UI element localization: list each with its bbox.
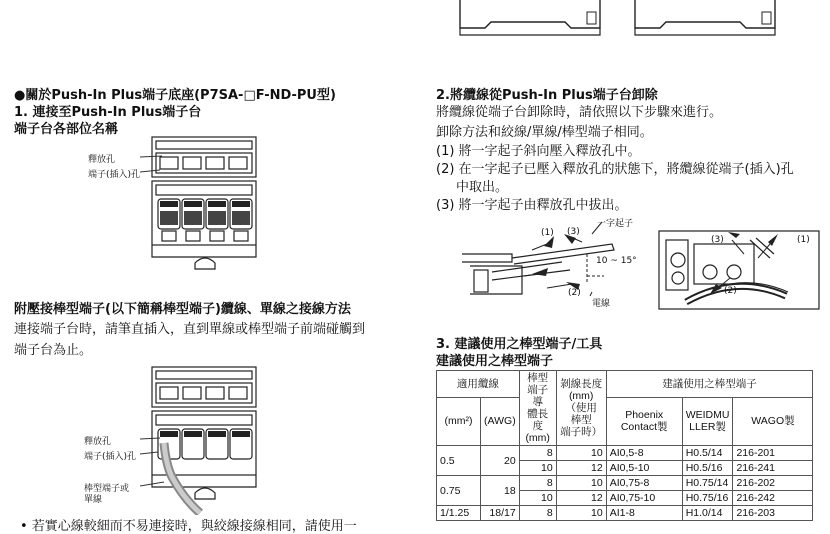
removal-paragraph-1: 將纜線從端子台卸除時，請依照以下步驟來進行。	[436, 105, 723, 120]
header-wago: WAGO製	[733, 397, 813, 445]
fig2-terminal-hole-label: 端子(插入)孔	[84, 452, 137, 462]
removal-step-2b: 中取出。	[456, 180, 509, 195]
header-mm2: (mm²)	[437, 397, 481, 445]
removal-figure-perspective	[658, 230, 820, 310]
subsection-2-title: 2.將纜線從Push-In Plus端子台卸除	[436, 88, 658, 103]
header-strip-length: 剝線長度 (mm) （使用 棒型 端子時）	[556, 371, 606, 446]
header-recommended-ferrules: 建議使用之棒型端子	[606, 371, 813, 398]
subsection-3-subtitle: 建議使用之棒型端子	[436, 354, 554, 369]
ferrule-title: 附壓接棒型端子(以下簡稱棒型端子)纜線、單線之接線方法	[14, 302, 351, 317]
removal-paragraph-2: 卸除方法和絞線/單線/棒型端子相同。	[436, 125, 653, 140]
header-weidmuller: WEIDMU LLER製	[682, 397, 733, 445]
fig3-angle-label: 10 ~ 15°	[596, 256, 637, 266]
ferrule-text-line2: 端子台為止。	[14, 343, 93, 358]
leader-lines-fig2	[140, 432, 180, 502]
fig2-release-hole-label: 釋放孔	[84, 437, 112, 447]
fig2-ferrule-label-line2: 單線	[84, 495, 103, 505]
subsection-1-title: 1. 連接至Push-In Plus端子台	[14, 105, 202, 120]
fig4-label-1: (1)	[797, 235, 810, 245]
parts-title: 端子台各部位名稱	[14, 122, 119, 137]
fig1-terminal-hole-label: 端子(插入)孔	[88, 170, 141, 180]
removal-step-2a: (2) 在一字起子已壓入釋放孔的狀態下，將纜線從端子(插入)孔	[436, 162, 794, 177]
removal-step-3: (3) 將一字起子由釋放孔中拔出。	[436, 198, 628, 213]
fig2-ferrule-label-line1: 棒型端子或	[84, 484, 130, 494]
fig4-label-3: (3)	[711, 235, 724, 245]
ferrule-text-line1: 連接端子台時，請筆直插入，直到單線或棒型端子前端碰觸到	[14, 322, 366, 337]
bullet-note: • 若實心線較細而不易連接時，與絞線接線相同，請使用一	[20, 519, 357, 534]
fig1-release-hole-label: 釋放孔	[88, 155, 116, 165]
top-relay-drawing-left	[455, 0, 605, 38]
fig4-label-2: (2)	[724, 286, 737, 296]
table-row: 10 12 AI0,5-10 H0.5/16 216-241	[437, 461, 813, 476]
table-row: 10 12 AI0,75-10 H0.75/16 216-242	[437, 491, 813, 506]
subsection-3-title: 3. 建議使用之棒型端子/工具	[436, 337, 603, 352]
table-row: 0.75 18 8 10 AI0,75-8 H0.75/14 216-202	[437, 476, 813, 491]
fig3-wire-label: 電線	[592, 299, 611, 309]
section-title: ●關於Push-In Plus端子底座(P7SA-□F-ND-PU型)	[14, 88, 336, 103]
top-relay-drawing-right	[630, 0, 780, 38]
table-row: 0.5 20 8 10 AI0,5-8 H0.5/14 216-201	[437, 446, 813, 461]
fig3-label-2: (2)	[568, 288, 581, 298]
recommended-ferrule-table	[436, 370, 813, 521]
header-awg: (AWG)	[481, 397, 520, 445]
leader-lines-fig1	[140, 150, 180, 180]
header-ferrule-length: 棒型 端子導 體長度 (mm)	[519, 371, 556, 446]
fig3-screwdriver-label: 一字起子	[597, 219, 634, 229]
fig3-label-3: (3)	[567, 227, 580, 237]
header-phoenix: Phoenix Contact製	[606, 397, 682, 445]
table-row: 1/1.25 18/17 8 10 AI1-8 H1.0/14 216-203	[437, 506, 813, 521]
removal-step-1: (1) 將一字起子斜向壓入釋放孔中。	[436, 144, 641, 159]
fig3-label-1: (1)	[541, 228, 554, 238]
header-applicable-wire: 適用纜線	[437, 371, 520, 398]
